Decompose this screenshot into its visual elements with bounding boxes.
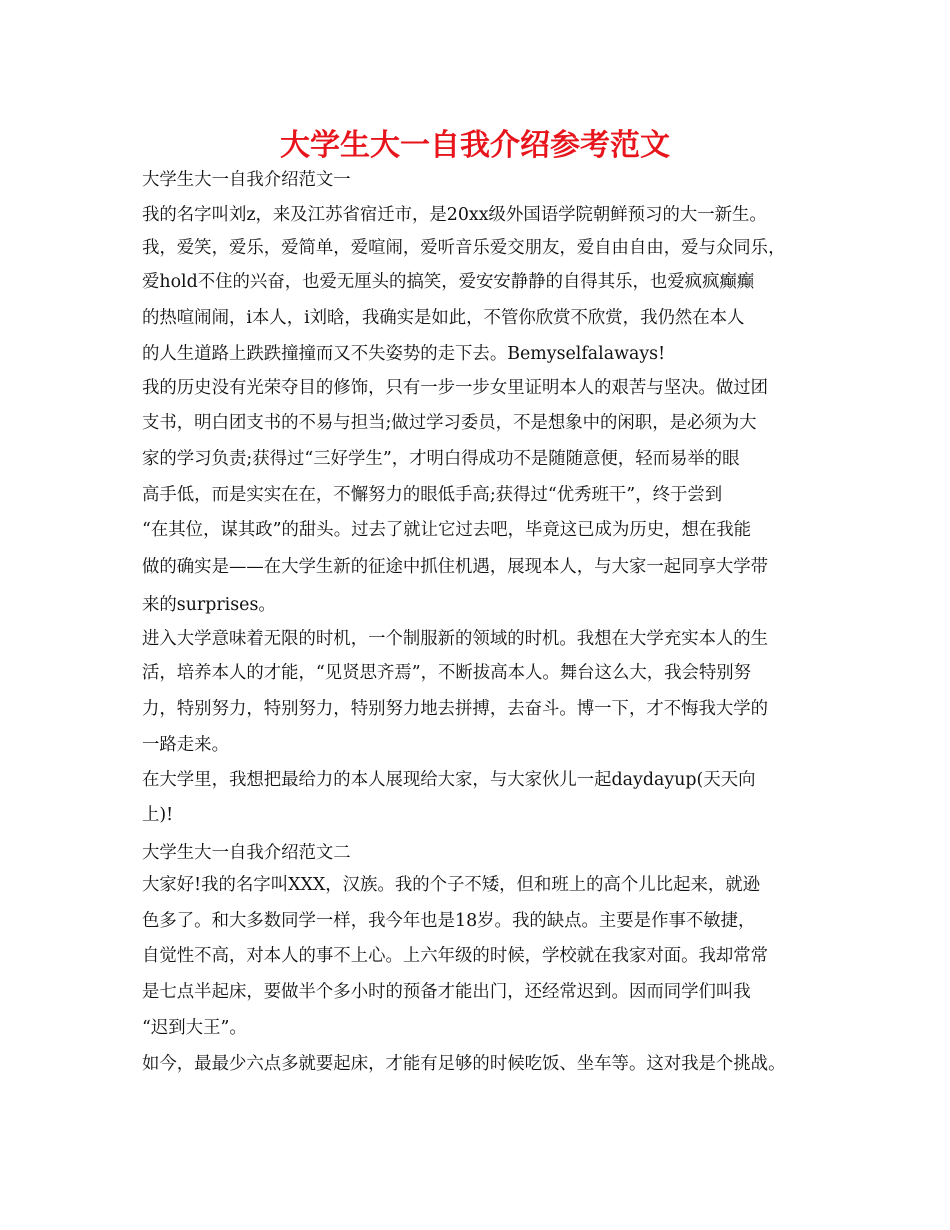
heading-sample-one: 大学生大一自我介绍范文一 (142, 170, 351, 190)
text-line: 力，特别努力，特别努力，特别努力地去拼搏，去奋斗。博一下，才不悔我大学的 (142, 699, 769, 719)
text-line: 家的学习负责;获得过“三好学生”，才明白得成功不是随随意便，轻而易举的眼 (142, 449, 740, 469)
text-line: “在其位，谋其政”的甜头。过去了就让它过去吧，毕竟这已成为历史，想在我能 (142, 520, 752, 540)
text-line: 的人生道路上跌跌撞撞而又不失姿势的走下去。Bemyselfalaways! (142, 344, 666, 364)
text-line: 是七点半起床，要做半个多小时的预备才能出门，还经常迟到。因而同学们叫我 (142, 982, 751, 1002)
text-line: 我的历史没有光荣夺目的修饰，只有一步一步女里证明本人的艰苦与坚决。做过团 (142, 378, 769, 398)
text-line: 自觉性不高，对本人的事不上心。上六年级的时候，学校就在我家对面。我却常常 (142, 946, 769, 966)
text-line: 色多了。和大多数同学一样，我今年也是18岁。我的缺点。主要是作事不敏捷， (142, 911, 756, 931)
text-line: 做的确实是——在大学生新的征途中抓住机遇，展现本人，与大家一起同享大学带 (142, 557, 769, 577)
text-line: 我的名字叫刘z，来及江苏省宿迁市，是20xx级外国语学院朝鲜预习的大一新生。 (142, 205, 767, 225)
text-line: 我，爱笑，爱乐，爱简单，爱喧闹，爱听音乐爱交朋友，爱自由自由，爱与众同乐， (142, 238, 786, 258)
text-line: 高手低，而是实实在在，不懈努力的眼低手高;获得过“优秀班干”，终于尝到 (142, 485, 723, 505)
text-line: 来的surprises。 (142, 595, 276, 615)
text-line: 的热喧闹闹，i本人，i刘晗，我确实是如此，不管你欣赏不欣赏，我仍然在本人 (142, 308, 745, 328)
text-line: 在大学里，我想把最给力的本人展现给大家，与大家伙儿一起daydayup(天天向 (142, 770, 756, 790)
heading-sample-two: 大学生大一自我介绍范文二 (142, 843, 351, 863)
text-line: 活，培养本人的才能，“见贤思齐焉”，不断拔高本人。舞台这么大，我会特别努 (142, 663, 752, 683)
text-line: 支书，明白团支书的不易与担当;做过学习委员，不是想象中的闲职，是必须为大 (142, 413, 757, 433)
text-line: 大家好!我的名字叫XXX，汉族。我的个子不矮，但和班上的高个儿比起来，就逊 (142, 875, 761, 895)
text-line: 爱hold不住的兴奋，也爱无厘头的搞笑，爱安安静静的自得其乐，也爱疯疯癫癫 (142, 272, 755, 292)
text-line: 上)! (142, 805, 174, 825)
text-line: “迟到大王”。 (142, 1018, 247, 1038)
text-line: 如今，最最少六点多就要起床，才能有足够的时候吃饭、坐车等。这对我是个挑战。 (142, 1054, 786, 1074)
document-title: 大学生大一自我介绍参考范文 (280, 128, 670, 163)
text-line: 进入大学意味着无限的时机，一个制服新的领域的时机。我想在大学充实本人的生 (142, 629, 769, 649)
text-line: 一路走来。 (142, 735, 229, 755)
